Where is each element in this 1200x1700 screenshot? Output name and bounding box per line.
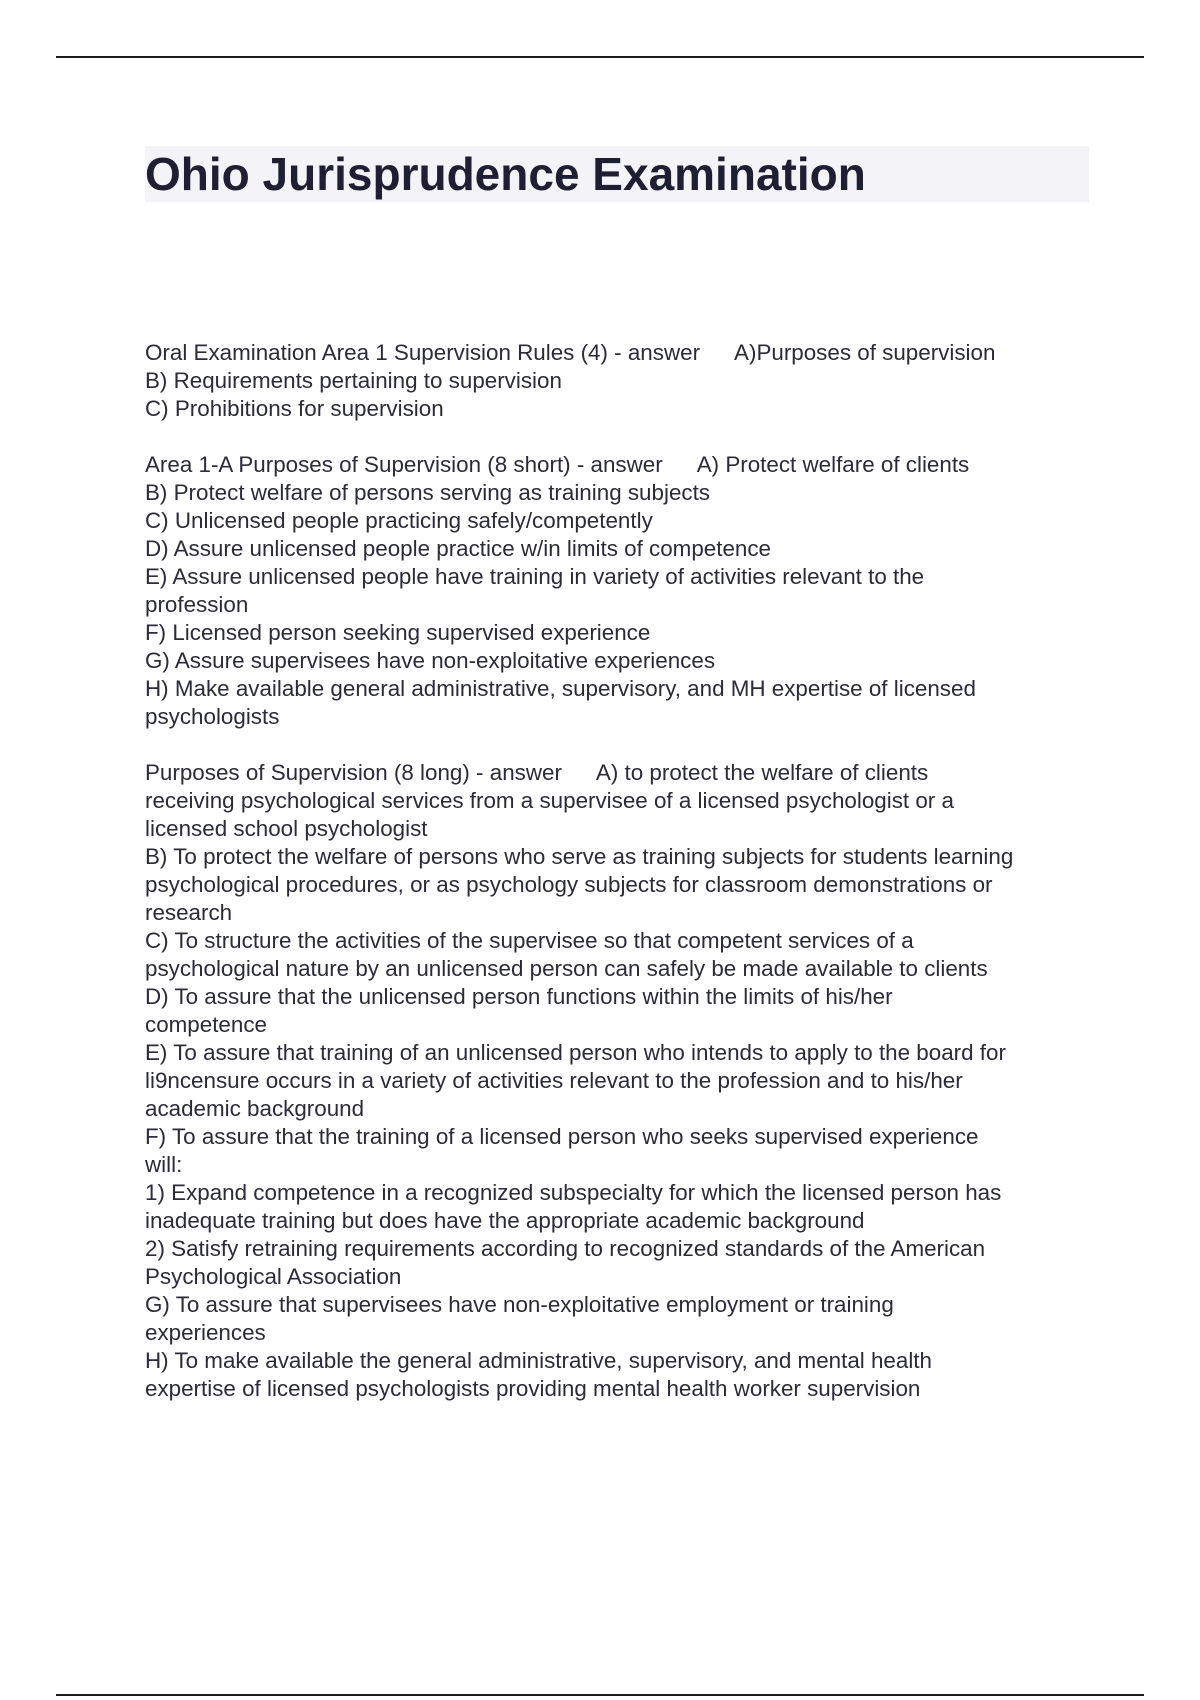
flashcard-answer-line: psychological procedures, or as psychology subjects for classroom demonstrations or <box>145 872 993 897</box>
flashcard-answer-line: H) Make available general administrative, supervisory, and MH expertise of licensed <box>145 676 976 701</box>
flashcard-answer-line: 2) Satisfy retraining requirements according to recognized standards of the American <box>145 1236 986 1261</box>
flashcard-answer-line: E) Assure unlicensed people have training in variety of activities relevant to the <box>145 564 925 589</box>
flashcard-answer-line: will: <box>145 1152 183 1177</box>
flashcard-answer-start: A)Purposes of supervision <box>734 340 996 365</box>
flashcard-answer-line: receiving psychological services from a supervisee of a licensed psychologist or a <box>145 788 954 813</box>
flashcard-list <box>145 339 1095 1431</box>
flashcard-answer-line: psychologists <box>145 704 280 729</box>
flashcard-answer-line: D) To assure that the unlicensed person functions within the limits of his/her <box>145 984 893 1009</box>
flashcard-answer-line: inadequate training but does have the appropriate academic background <box>145 1208 865 1233</box>
flashcard <box>145 759 1095 1403</box>
flashcard-answer-start: A) Protect welfare of clients <box>696 452 970 477</box>
flashcard-question: Purposes of Supervision (8 long) - answer <box>145 760 562 785</box>
flashcard-answer-line: F) To assure that the training of a licensed person who seeks supervised experience <box>145 1124 979 1149</box>
flashcard-answer-line: F) Licensed person seeking supervised experience <box>145 620 651 645</box>
top-divider <box>56 56 1144 58</box>
flashcard-first-line <box>145 339 1095 367</box>
flashcard <box>145 451 1095 731</box>
flashcard-first-line <box>145 759 1095 787</box>
flashcard-answer-line: 1) Expand competence in a recognized subspecialty for which the licensed person has <box>145 1180 1002 1205</box>
flashcard-question: Area 1-A Purposes of Supervision (8 short) - answer <box>145 452 663 477</box>
flashcard-answer-line: B) To protect the welfare of persons who serve as training subjects for students learning <box>145 844 1014 869</box>
flashcard-answer-line: academic background <box>145 1096 365 1121</box>
flashcard-answer-line: experiences <box>145 1320 266 1345</box>
flashcard-answer-line: B) Requirements pertaining to supervision <box>145 368 562 393</box>
flashcard-answer-start: A) to protect the welfare of clients <box>595 760 929 785</box>
flashcard <box>145 339 1095 423</box>
flashcard-answer-line: B) Protect welfare of persons serving as training subjects <box>145 480 711 505</box>
flashcard-answer-line: D) Assure unlicensed people practice w/in limits of competence <box>145 536 771 561</box>
flashcard-answer-line: li9ncensure occurs in a variety of activities relevant to the profession and to his/her <box>145 1068 963 1093</box>
flashcard-answer-line: C) Unlicensed people practicing safely/competently <box>145 508 653 533</box>
flashcard-answer-line: expertise of licensed psychologists providing mental health worker supervision <box>145 1376 921 1401</box>
flashcard-answer-line: Psychological Association <box>145 1264 402 1289</box>
flashcard-first-line <box>145 451 1095 479</box>
flashcard-answer-line: H) To make available the general administrative, supervisory, and mental health <box>145 1348 932 1373</box>
flashcard-answer-line: G) Assure supervisees have non-exploitative experiences <box>145 648 716 673</box>
flashcard-answer-line: psychological nature by an unlicensed person can safely be made available to clients <box>145 956 988 981</box>
flashcard-question: Oral Examination Area 1 Supervision Rules (4) - answer <box>145 340 701 365</box>
flashcard-answer-line: C) To structure the activities of the supervisee so that competent services of a <box>145 928 914 953</box>
flashcard-answer-line: E) To assure that training of an unlicensed person who intends to apply to the board for <box>145 1040 1006 1065</box>
flashcard-answer-line: profession <box>145 592 249 617</box>
flashcard-answer-line: G) To assure that supervisees have non-exploitative employment or training <box>145 1292 894 1317</box>
flashcard-answer-line: C) Prohibitions for supervision <box>145 396 444 421</box>
bottom-divider <box>56 1694 1144 1696</box>
flashcard-answer-line: competence <box>145 1012 267 1037</box>
flashcard-answer-line: licensed school psychologist <box>145 816 428 841</box>
flashcard-answer-line: research <box>145 900 233 925</box>
document-title: Ohio Jurisprudence Examination <box>145 148 866 200</box>
